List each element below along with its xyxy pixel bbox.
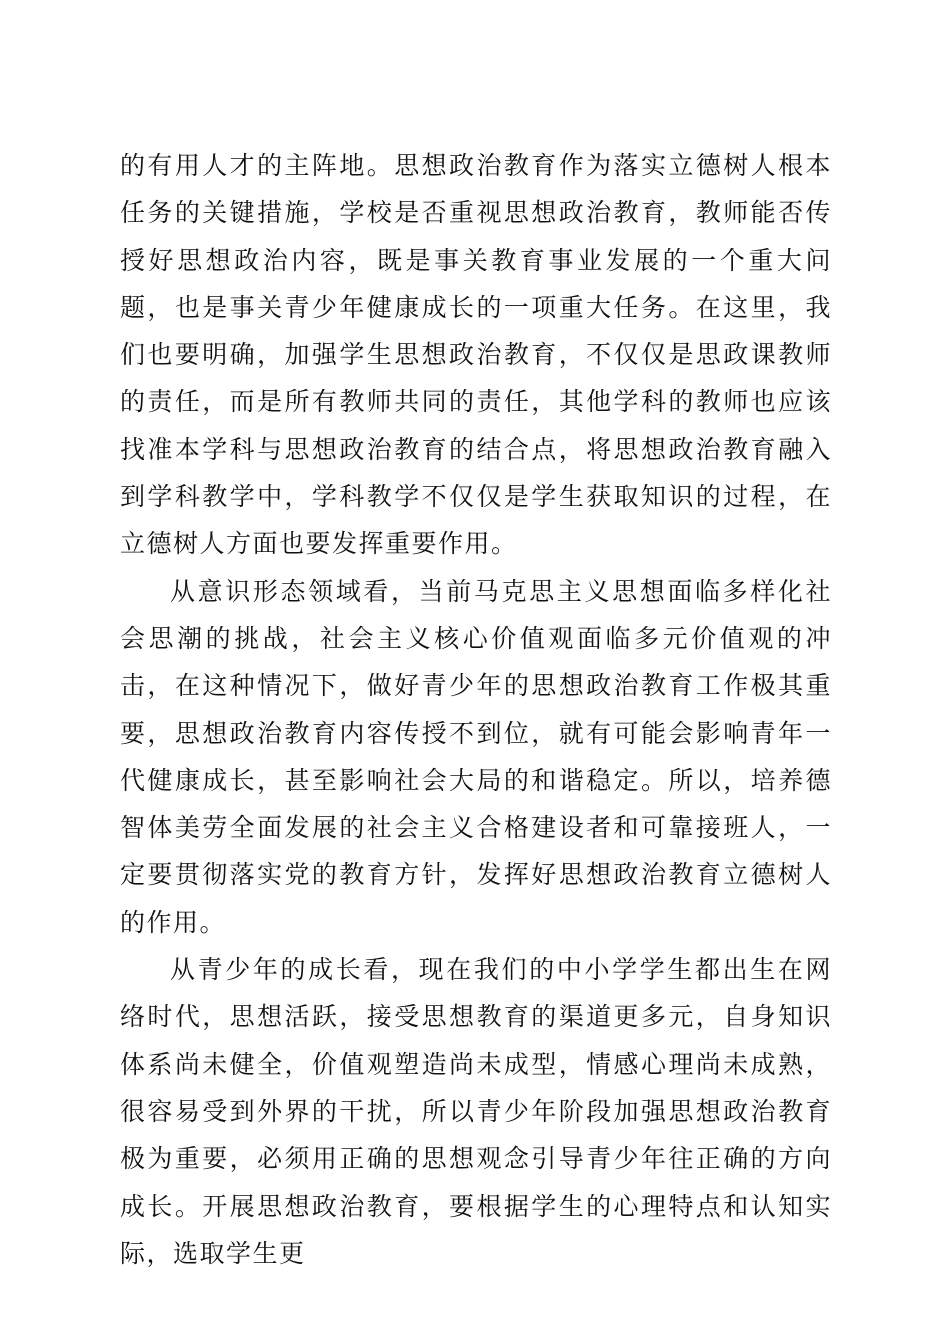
document-body [120, 142, 832, 1277]
paragraph-ideology: 从意识形态领域看，当前马克思主义思想面临多样化社会思潮的挑战，社会主义核心价值观面临多元价值观的冲击，在这种情况下，做好青少年的思想政治教育工作极其重要，思想政治教育内容传授不到位，就有可能会影响青年一代健康成长，甚至影响社会大局的和谐稳定。所以，培养德智体美劳全面发展的社会主义合格建设者和可靠接班人，一定要贯彻落实党的教育方针，发挥好思想政治教育立德树人的作用。 [120, 576, 832, 937]
paragraph-continuation: 的有用人才的主阵地。思想政治教育作为落实立德树人根本任务的关键措施，学校是否重视思想政治教育，教师能否传授好思想政治内容，既是事关教育事业发展的一个重大问题，也是事关青少年健康成长的一项重大任务。在这里，我们也要明确，加强学生思想政治教育，不仅仅是思政课教师的责任，而是所有教师共同的责任，其他学科的教师也应该找准本学科与思想政治教育的结合点，将思想政治教育融入到学科教学中，学科教学不仅仅是学生获取知识的过程，在立德树人方面也要发挥重要作用。 [120, 151, 832, 559]
paragraph-youth-growth: 从青少年的成长看，现在我们的中小学学生都出生在网络时代，思想活跃，接受思想教育的渠道更多元，自身知识体系尚未健全，价值观塑造尚未成型，情感心理尚未成熟，很容易受到外界的干扰，所以青少年阶段加强思想政治教育极为重要，必须用正确的思想观念引导青少年往正确的方向成长。开展思想政治教育，要根据学生的心理特点和认知实际，选取学生更 [120, 955, 832, 1268]
